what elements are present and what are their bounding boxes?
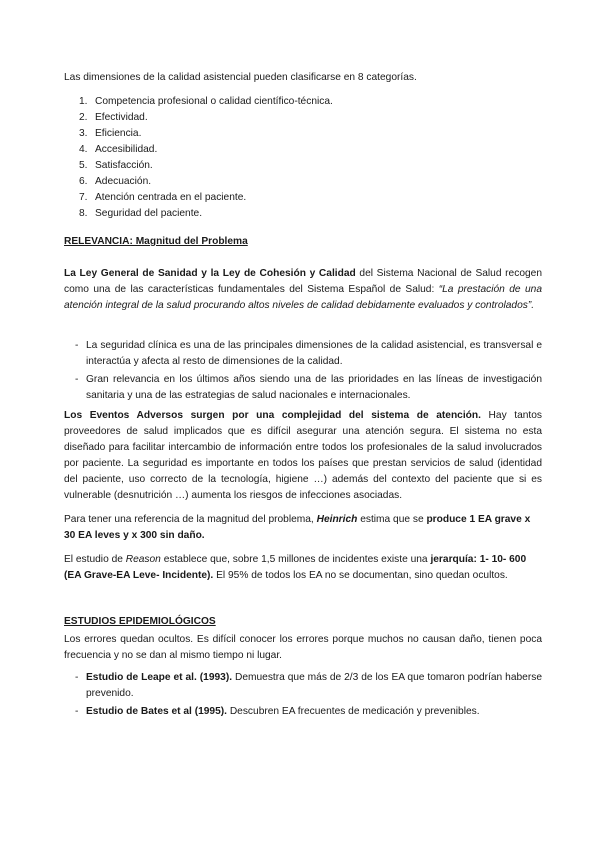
list-text: Estudio de Leape et al. (1993). Demuestra que más de 2/3 de los EA que tomaron podrían haberse prevenido. <box>86 672 542 699</box>
list-text: Adecuación. <box>95 176 152 187</box>
list-number: 8. <box>79 208 88 219</box>
list-number: 2. <box>79 112 88 123</box>
list-item <box>64 142 542 158</box>
relevancia-paragraph-2: Los Eventos Adversos surgen por una complejidad del sistema de atención. Hay tantos proveedores de salud implicados que es difícil asegurar una atención segura. El sistema no esta diseñado para facilitar intercambio de información entre todos los profesionales de la salud involucrados por paciente. La seguridad es importante en todos los países que prestan servicios de salud (identidad del paciente, uso correcto de la tecnología, higiene …) además del contexto del paciente que si es vulnerable (desnutrición …) aumenta los riesgos de infecciones asociadas. <box>64 410 543 501</box>
list-item <box>64 670 542 702</box>
relevancia-heading: RELEVANCIA: Magnitud del Problema <box>64 236 248 247</box>
list-number: 3. <box>79 128 88 139</box>
list-text: Satisfacción. <box>95 160 153 171</box>
list-item <box>64 110 542 126</box>
relevancia-bullets <box>64 338 542 406</box>
estudios-heading: ESTUDIOS EPIDEMIOLÓGICOS <box>64 616 216 627</box>
list-text: Accesibilidad. <box>95 144 158 155</box>
relevancia-paragraph-3: Para tener una referencia de la magnitud del problema, Heinrich estima que se produce 1 EA grave x 30 EA leves y x 300 sin daño. <box>64 514 531 541</box>
list-item <box>64 372 542 404</box>
list-number: 5. <box>79 160 88 171</box>
list-item <box>64 158 542 174</box>
law-quote: “La prestación de una atención integral de la salud procurando altos niveles de calidad debidamente evaluados y controlados”. <box>64 284 542 311</box>
dash-marker: - <box>75 340 79 351</box>
categories-list <box>64 94 542 222</box>
estudios-paragraph: Los errores quedan ocultos. Es difícil conocer los errores porque muchos no causan daño, tienen poca frecuencia y no se dan al mismo tiempo ni lugar. <box>64 634 542 661</box>
intro-paragraph: Las dimensiones de la calidad asistencial pueden clasificarse en 8 categorías. <box>64 72 417 83</box>
list-number: 6. <box>79 176 88 187</box>
relevancia-paragraph-1: La Ley General de Sanidad y la Ley de Cohesión y Calidad del Sistema Nacional de Salud recogen como una de las características fundamentales del Sistema Español de Salud: “La prestación de una atención integral de la salud procurando altos niveles de calidad debidamente evaluados y controlados”. <box>64 268 542 311</box>
list-item <box>64 704 542 720</box>
list-text: Competencia profesional o calidad científico-técnica. <box>95 96 333 107</box>
author-reason: Reason <box>125 554 161 565</box>
author-heinrich: Heinrich <box>316 514 358 525</box>
list-number: 4. <box>79 144 88 155</box>
list-item <box>64 174 542 190</box>
list-text: Eficiencia. <box>95 128 142 139</box>
list-item <box>64 126 542 142</box>
list-number: 7. <box>79 192 88 203</box>
list-item <box>64 190 542 206</box>
law-names: La Ley General de Sanidad y la Ley de Cohesión y Calidad <box>64 268 356 279</box>
list-text: Gran relevancia en los últimos años siendo una de las prioridades en las líneas de investigación sanitaria y una de las estrategias de salud nacionales e internacionales. <box>86 374 542 401</box>
estudios-bullets <box>64 670 542 722</box>
list-item <box>64 338 542 370</box>
dash-marker: - <box>75 706 79 717</box>
list-text: Seguridad del paciente. <box>95 208 203 219</box>
list-item <box>64 94 542 110</box>
list-text: Atención centrada en el paciente. <box>95 192 247 203</box>
list-text: Efectividad. <box>95 112 148 123</box>
list-text: La seguridad clínica es una de las principales dimensiones de la calidad asistencial, es transversal e interactúa y afecta al resto de dimensiones de la calidad. <box>86 340 542 367</box>
list-number: 1. <box>79 96 88 107</box>
list-text: Estudio de Bates et al (1995). Descubren EA frecuentes de medicación y prevenibles. <box>86 706 480 717</box>
relevancia-paragraph-4: El estudio de Reason establece que, sobre 1,5 millones de incidentes existe una jerarquía: 1- 10- 600 (EA Grave-EA Leve- Incidente). El 95% de todos los EA no se documentan, sino quedan ocultos. <box>64 554 527 581</box>
dash-marker: - <box>75 374 79 385</box>
dash-marker: - <box>75 672 79 683</box>
list-item <box>64 206 542 222</box>
